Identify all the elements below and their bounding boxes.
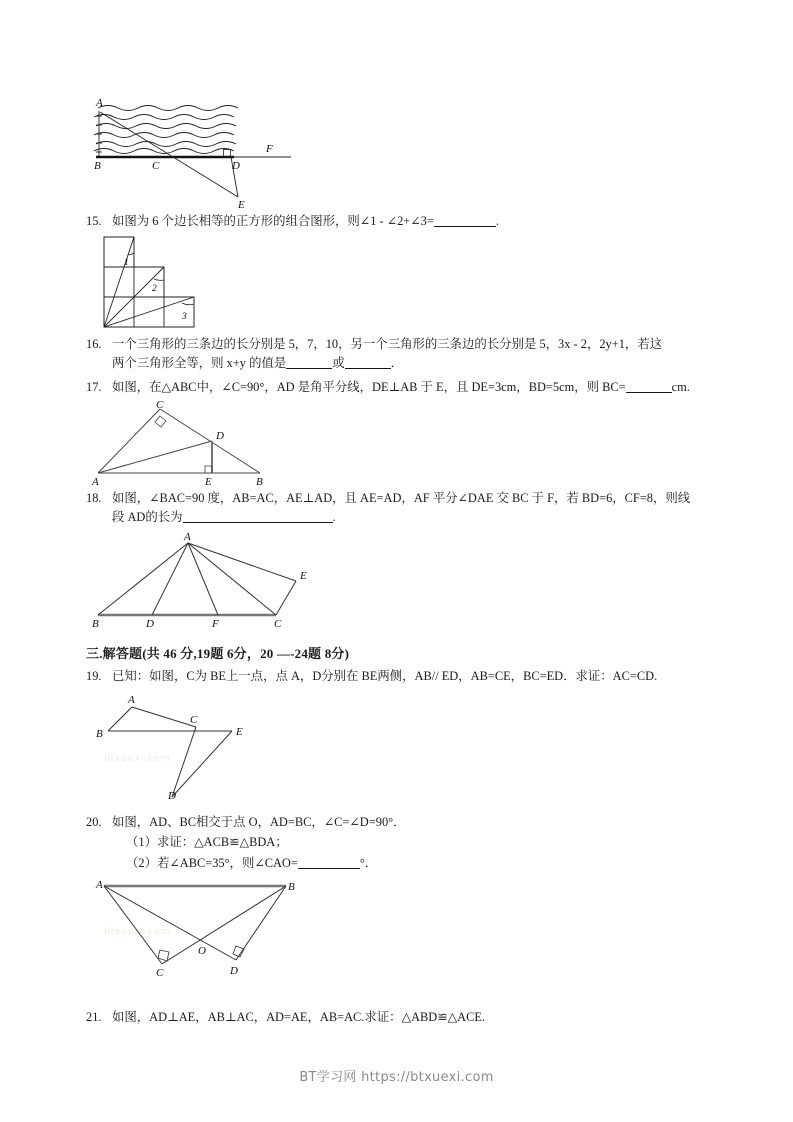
question-18-number: 18. (86, 490, 102, 505)
figure-q18 (90, 529, 734, 629)
question-17-blank[interactable] (626, 380, 672, 393)
figure-q17-label-E: E (205, 475, 212, 487)
figure-q20-watermark: btxuexi.com (104, 926, 171, 937)
question-21 (86, 1008, 734, 1027)
question-19-number: 19. (86, 669, 102, 684)
figure-q15-svg (94, 233, 304, 333)
figure-q18-svg (90, 529, 380, 629)
figure-q20-label-O: O (198, 944, 206, 957)
question-20-number: 20. (86, 814, 102, 829)
question-20 (86, 813, 734, 832)
figure-q17-label-B: B (256, 475, 263, 487)
figure-q20-label-B: B (288, 880, 295, 893)
question-20-sub-1: （1）求证：△ACB≌△BDA； (126, 834, 288, 849)
figure-q20 (90, 876, 734, 988)
figure-q18-label-F: F (212, 618, 219, 630)
question-18-line2 (112, 508, 734, 527)
figure-q20-svg (90, 876, 380, 988)
question-16-number: 16. (86, 337, 102, 352)
question-21-number: 21. (86, 1009, 102, 1024)
question-17 (86, 378, 734, 397)
figure-q18-label-D: D (146, 618, 154, 630)
question-20-text: 如图，AD、BC相交于点 O，AD=BC，∠C=∠D=90°． (112, 814, 406, 829)
question-16-line1: 一个三角形的三条边的长分别是 5，7，10，另一个三角形的三条边的长分别是 5，3x - 2，2y+1，若这 (112, 337, 663, 352)
question-16-blank-2[interactable] (345, 357, 391, 370)
figure-q14 (86, 84, 734, 210)
figure-q19 (90, 689, 734, 801)
figure-q15-label-2: 2 (152, 284, 157, 295)
question-20-sub-2-a: （2）若∠ABC=35°，则∠CAO= (126, 855, 298, 870)
question-18-blank[interactable] (183, 510, 333, 523)
figure-q14-label-B: B (94, 160, 101, 172)
question-21-text: 如图，AD⊥AE，AB⊥AC，AD=AE，AB=AC.求证：△ABD≌△ACE. (112, 1009, 486, 1024)
question-16-line2 (112, 354, 734, 373)
figure-q14-svg (86, 84, 316, 210)
figure-q19-watermark: btxuexi.com (104, 753, 171, 764)
figure-q19-label-D: D (168, 789, 176, 801)
question-18-line2-a: 段 AD的长为 (112, 510, 183, 525)
figure-q17-label-C: C (156, 398, 164, 411)
question-17-stem: 如图，在△ABC中，∠C=90°，AD 是角平分线，DE⊥AB 于 E，且 DE=3cm，BD=5cm，则 BC= (112, 379, 626, 394)
figure-q14-label-A: A (96, 97, 103, 109)
question-19-text: 已知：如图，C为 BE上一点，点 A，D分别在 BE两侧，AB// ED，AB=CE，BC=ED．求证：AC=CD. (112, 669, 658, 684)
figure-q15 (94, 233, 734, 333)
figure-q20-label-C: C (156, 966, 164, 979)
figure-q19-label-E: E (236, 725, 243, 738)
figure-q15-label-1: 1 (124, 258, 129, 269)
figure-q14-label-D: D (232, 160, 240, 172)
question-16-blank-1[interactable] (286, 357, 332, 370)
question-18-line1: 如图，∠BAC=90 度，AB=AC，AE⊥AD，且 AE=AD，AF 平分∠DAE 交 BC 于 F，若 BD=6，CF=8，则线 (112, 490, 691, 505)
figure-q14-label-F: F (266, 143, 273, 155)
figure-q17-svg (90, 399, 315, 487)
question-16-line2-a: 两个三角形全等，则 x+y 的值是 (112, 356, 287, 371)
question-15 (86, 212, 734, 231)
figure-q19-svg (90, 689, 380, 801)
question-20-sub-2 (126, 853, 734, 874)
question-18-text (112, 489, 734, 508)
question-18 (86, 489, 734, 508)
question-15-tail: . (495, 214, 499, 228)
figure-q17 (90, 399, 734, 487)
question-18-line2-b: . (332, 510, 336, 525)
figure-q18-label-C: C (274, 618, 282, 630)
figure-q17-label-D: D (216, 429, 224, 442)
question-17-unit: cm. (671, 379, 690, 394)
page-footer: BT学习网 https://btxuexi.com (299, 1070, 494, 1085)
question-19 (86, 667, 734, 686)
figure-q18-label-B: B (92, 618, 99, 630)
question-16-line2-b: 或 (332, 356, 345, 371)
question-17-text (112, 378, 734, 397)
figure-q17-label-A: A (92, 475, 99, 487)
question-16 (86, 335, 734, 354)
question-16-text (112, 335, 734, 354)
figure-q20-label-A: A (96, 878, 103, 891)
question-20-blank[interactable] (298, 856, 360, 869)
figure-q14-label-E: E (238, 199, 245, 210)
section-3-heading: 三.解答题(共 46 分,19题 6分，20 —-24题 8分) (86, 646, 350, 662)
document-content (86, 82, 734, 1027)
question-15-text (112, 212, 734, 231)
figure-q18-label-A: A (184, 531, 191, 544)
question-16-line2-c: ． (390, 356, 404, 371)
figure-q14-label-C: C (152, 160, 160, 172)
figure-q19-label-C: C (190, 713, 198, 726)
figure-q18-label-E: E (300, 570, 307, 583)
question-20-sub-2-b: °． (359, 855, 378, 870)
question-15-blank[interactable] (434, 214, 496, 227)
question-15-number: 15. (86, 214, 102, 228)
figure-q15-label-3: 3 (182, 312, 187, 323)
figure-q20-label-D: D (230, 964, 238, 977)
question-15-stem: 如图为 6 个边长相等的正方形的组合图形，则∠1 - ∠2+∠3= (112, 214, 434, 228)
figure-q19-label-A: A (128, 693, 135, 706)
question-17-number: 17. (86, 379, 102, 394)
figure-q19-label-B: B (96, 727, 103, 740)
